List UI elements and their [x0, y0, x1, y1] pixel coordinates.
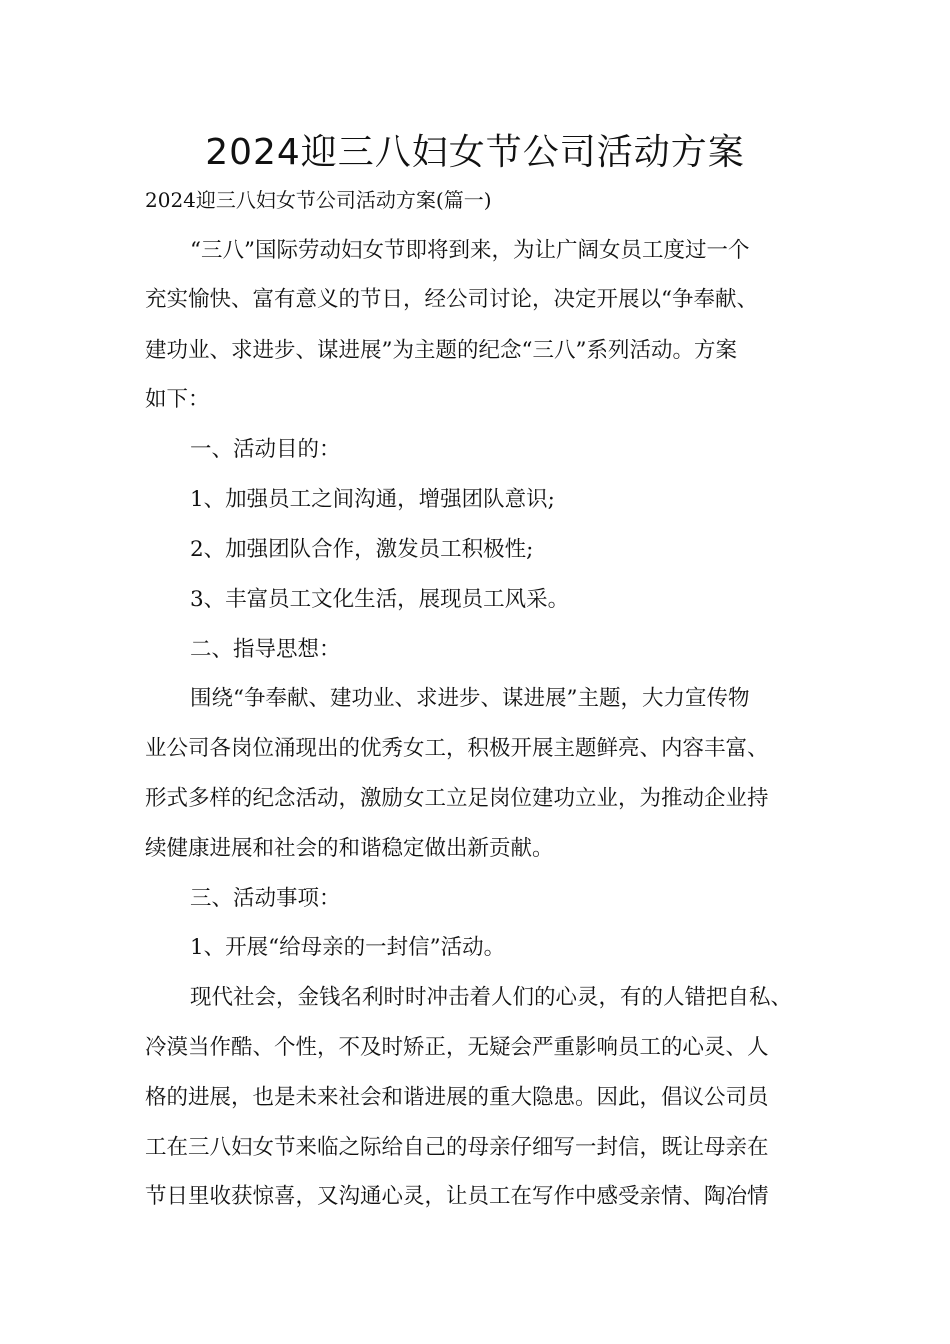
paragraph-line: 业公司各岗位涌现出的优秀女工，积极开展主题鲜亮、内容丰富、 [145, 736, 769, 761]
paragraph-line: 续健康进展和社会的和谐稳定做出新贡献。 [145, 836, 554, 861]
list-item: 3、丰富员工文化生活，展现员工风采。 [190, 587, 570, 612]
list-item: 1、加强员工之间沟通，增强团队意识; [190, 487, 555, 512]
section-heading: 一、活动目的： [190, 437, 341, 462]
section-heading: 三、活动事项： [190, 886, 341, 911]
paragraph-line: 如下： [145, 387, 210, 412]
list-item: 1、开展“给母亲的一封信”活动。 [190, 935, 506, 960]
paragraph-line: 围绕“争奉献、建功业、求进步、谋进展”主题，大力宣传物 [190, 686, 750, 711]
paragraph-line: 建功业、求进步、谋进展”为主题的纪念“三八”系列活动。方案 [145, 338, 737, 363]
section-heading: 二、指导思想： [190, 637, 341, 662]
paragraph-line: 节日里收获惊喜，又沟通心灵，让员工在写作中感受亲情、陶冶情 [145, 1184, 769, 1209]
document-title: 2024迎三八妇女节公司活动方案 [205, 132, 745, 173]
paragraph-line: 格的进展，也是未来社会和谐进展的重大隐患。因此，倡议公司员 [145, 1085, 769, 1110]
paragraph-line: 形式多样的纪念活动，激励女工立足岗位建功立业，为推动企业持 [145, 786, 769, 811]
paragraph-line: 冷漠当作酷、个性，不及时矫正，无疑会严重影响员工的心灵、人 [145, 1035, 769, 1060]
paragraph-line: 工在三八妇女节来临之际给自己的母亲仔细写一封信，既让母亲在 [145, 1135, 769, 1160]
paragraph-line: 充实愉快、富有意义的节日，经公司讨论，决定开展以“争奉献、 [145, 287, 758, 312]
paragraph-line: “三八”国际劳动妇女节即将到来，为让广阔女员工度过一个 [190, 238, 750, 263]
document-subtitle: 2024迎三八妇女节公司活动方案(篇一) [145, 188, 492, 212]
list-item: 2、加强团队合作，激发员工积极性; [190, 537, 534, 562]
paragraph-line: 现代社会，金钱名利时时冲击着人们的心灵，有的人错把自私、 [190, 985, 793, 1010]
